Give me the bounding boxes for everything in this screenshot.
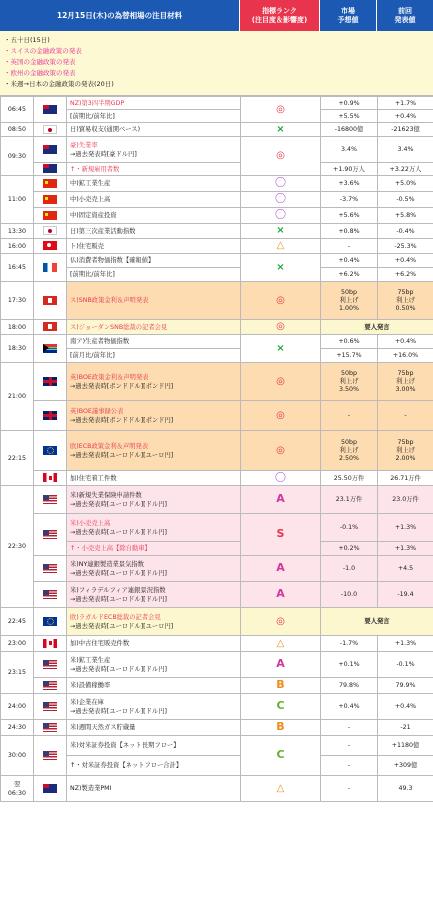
nz-flag-icon [43, 784, 57, 793]
event-cell[interactable]: 米)企業在庫 →過去発表時[ユーロドル][ドル円] [67, 694, 241, 720]
cn-flag-icon [43, 179, 57, 188]
note-item: ・米週→日本の金融政策の発表(20日) [4, 80, 114, 88]
table-row [1, 97, 433, 110]
forecast-cell: +0.4% [321, 694, 378, 720]
event-cell: ↑・小売売上高【除自動車】 [67, 542, 241, 556]
forecast-cell: -1.7% [321, 636, 378, 652]
us-flag-icon [43, 530, 57, 539]
time-cell: 17:30 [1, 282, 34, 320]
previous-cell: +1.3% [378, 636, 433, 652]
table-row [1, 163, 433, 176]
us-flag-icon [43, 702, 57, 711]
time-cell: 24:00 [1, 694, 34, 720]
previous-cell: 79.9% [378, 678, 433, 694]
rank-cell: 〇 [241, 208, 321, 224]
previous-cell: +1.7% [378, 97, 433, 110]
table-row [1, 514, 433, 542]
previous-cell: 3.4% [378, 137, 433, 163]
previous-cell: 75bp 利上げ 3.00% [378, 363, 433, 401]
event-cell[interactable]: 豪)失業率 →過去発表時[豪ドル円] [67, 137, 241, 163]
forecast-cell: -0.1% [321, 514, 378, 542]
ch-flag-icon [43, 296, 57, 305]
previous-cell: +5.8% [378, 208, 433, 224]
previous-cell: 75bp 利上げ 2.00% [378, 431, 433, 471]
rank-cell: C [241, 736, 321, 776]
event-cell: 米)設備稼働率 [67, 678, 241, 694]
table-row [1, 486, 433, 514]
rank-cell: B [241, 678, 321, 694]
table-row [1, 224, 433, 239]
speech-cell: 要人発言 [321, 320, 433, 335]
previous-cell: -0.4% [378, 224, 433, 239]
time-cell: 21:00 [1, 363, 34, 431]
event-cell: ↑・新規雇用者数 [67, 163, 241, 176]
us-flag-icon [43, 751, 57, 760]
event-cell[interactable]: NZ)第3四半期GDP [67, 97, 241, 110]
rank-cell: A [241, 652, 321, 678]
previous-cell: 49.3 [378, 776, 433, 802]
event-cell: NZ)製造業PMI [67, 776, 241, 802]
event-cell: 米)対米証券投資【ネット長期フロー】 [67, 736, 241, 756]
event-cell[interactable]: 米)鉱工業生産 →過去発表時[ユーロドル][ドル円] [67, 652, 241, 678]
event-cell: [前月比/前年比] [67, 349, 241, 363]
rank-cell: A [241, 582, 321, 608]
time-cell: 08:50 [1, 123, 34, 137]
table-row [1, 582, 433, 608]
time-cell: 06:45 [1, 97, 34, 123]
previous-cell: +1.3% [378, 542, 433, 556]
previous-cell: +0.4% [378, 335, 433, 349]
header-bar [0, 0, 433, 31]
table-row [1, 239, 433, 254]
rank-cell: ◎ [241, 320, 321, 335]
time-cell: 23:00 [1, 636, 34, 652]
event-cell[interactable]: 英)BOE議事録公表 →過去発表時[ポンドドル][ポンド円] [67, 401, 241, 431]
speech-cell: 要人発言 [321, 608, 433, 636]
time-cell: 18:00 [1, 320, 34, 335]
nz-flag-icon [43, 105, 57, 114]
event-cell[interactable]: 米)小売売上高 →過去発表時[ユーロドル][ドル円] [67, 514, 241, 542]
forecast-cell: 25.50万件 [321, 471, 378, 486]
table-row [1, 137, 433, 163]
rank-cell: × [241, 335, 321, 363]
rank-cell: B [241, 720, 321, 736]
us-flag-icon [43, 590, 57, 599]
event-cell: [前期比/前年比] [67, 110, 241, 123]
previous-cell: +1.3% [378, 514, 433, 542]
forecast-cell: -16800億 [321, 123, 378, 137]
forecast-cell: +0.6% [321, 335, 378, 349]
forecast-cell: +0.4% [321, 254, 378, 268]
table-row [1, 192, 433, 208]
time-cell: 16:45 [1, 254, 34, 282]
rank-cell: A [241, 556, 321, 582]
event-cell[interactable]: 米)新規失業保険申請件数 →過去発表時[ユーロドル][ドル円] [67, 486, 241, 514]
rank-cell: 〇 [241, 176, 321, 192]
ca-flag-icon [43, 473, 57, 482]
page-title: 12月15日(木)の為替相場の注目材料 [0, 0, 240, 31]
event-cell: 日)第三次産業活動指数 [67, 224, 241, 239]
forecast-cell: 50bp 利上げ 2.50% [321, 431, 378, 471]
eu-flag-icon [43, 617, 57, 626]
previous-cell: -21623億 [378, 123, 433, 137]
jp-flag-icon [43, 125, 57, 134]
tr-flag-icon [43, 241, 57, 250]
table-row [1, 720, 433, 736]
time-cell: 16:00 [1, 239, 34, 254]
previous-cell: +0.4% [378, 694, 433, 720]
time-cell: 09:30 [1, 137, 34, 176]
previous-cell: 26.71万件 [378, 471, 433, 486]
event-cell: ↑・対米証券投資【ネットフロー合計】 [67, 756, 241, 776]
rank-cell: × [241, 254, 321, 282]
forecast-cell: 23.1万件 [321, 486, 378, 514]
table-row [1, 608, 433, 636]
rank-cell: ◎ [241, 608, 321, 636]
table-row [1, 678, 433, 694]
event-cell[interactable]: ス)SNB政策金利＆声明発表 [67, 282, 241, 320]
fr-flag-icon [43, 263, 57, 272]
event-cell: 日)貿易収支(通関ベース) [67, 123, 241, 137]
forecast-cell: 79.8% [321, 678, 378, 694]
time-cell: 翌 06:30 [1, 776, 34, 802]
event-cell: ト)住宅販売 [67, 239, 241, 254]
rank-header: 指標ランク (注目度＆影響度) [240, 0, 320, 31]
forecast-cell: 50bp 利上げ 3.50% [321, 363, 378, 401]
cn-flag-icon [43, 211, 57, 220]
time-cell: 24:30 [1, 720, 34, 736]
note-item: ・スイスの金融政策の発表 [4, 47, 82, 55]
rank-cell: ◎ [241, 282, 321, 320]
forecast-cell: +0.8% [321, 224, 378, 239]
forecast-cell: - [321, 776, 378, 802]
previous-cell: -21 [378, 720, 433, 736]
forecast-cell: -10.0 [321, 582, 378, 608]
forecast-cell: +1.90万人 [321, 163, 378, 176]
us-flag-icon [43, 660, 57, 669]
forecast-header: 市場 予想値 [320, 0, 377, 31]
previous-cell: -19.4 [378, 582, 433, 608]
note-item: ・英国の金融政策の発表 [4, 58, 76, 66]
note-item: ・欧州の金融政策の発表 [4, 69, 76, 77]
forecast-cell: - [321, 756, 378, 776]
notes-box [0, 31, 433, 96]
table-row [1, 652, 433, 678]
us-flag-icon [43, 495, 57, 504]
time-cell: 13:30 [1, 224, 34, 239]
table-row [1, 282, 433, 320]
us-flag-icon [43, 681, 57, 690]
rank-cell: △ [241, 636, 321, 652]
event-cell: 仏)消費者物価指数【確報値】 [67, 254, 241, 268]
event-cell[interactable]: 米)NY連銀製造業景気指数 →過去発表時[ユーロドル][ドル円] [67, 556, 241, 582]
event-cell[interactable]: 米)フィラデルフィア連銀景況指数 →過去発表時[ユーロドル][ドル円] [67, 582, 241, 608]
event-cell: 米)週間天然ガス貯蔵量 [67, 720, 241, 736]
event-cell[interactable]: 欧)ラガルドECB総裁の記者会見 →過去発表時[ユーロドル][ユーロ円] [67, 608, 241, 636]
event-cell: 南ア)生産者物価指数 [67, 335, 241, 349]
table-row [1, 254, 433, 268]
event-cell[interactable]: 英)BOE政策金利＆声明発表 →過去発表時[ポンドドル][ポンド円] [67, 363, 241, 401]
forecast-cell: +0.2% [321, 542, 378, 556]
gb-flag-icon [43, 377, 57, 386]
au-flag-icon [43, 164, 57, 173]
forecast-cell: +3.6% [321, 176, 378, 192]
previous-cell: +4.5 [378, 556, 433, 582]
event-cell[interactable]: 欧)ECB政策金利＆声明発表 →過去発表時[ユーロドル][ユーロ円] [67, 431, 241, 471]
rank-cell: ◎ [241, 137, 321, 176]
event-cell: 中)小売売上高 [67, 192, 241, 208]
previous-cell: -25.3% [378, 239, 433, 254]
time-cell: 23:15 [1, 652, 34, 694]
ch-flag-icon [43, 322, 57, 331]
rank-cell: ◎ [241, 363, 321, 401]
rank-cell: ◎ [241, 401, 321, 431]
forecast-cell: - [321, 401, 378, 431]
note-item: ・五十日(15日) [4, 36, 50, 44]
rank-cell: × [241, 123, 321, 137]
rank-cell: △ [241, 776, 321, 802]
table-row [1, 176, 433, 192]
schedule-table [0, 96, 433, 802]
cn-flag-icon [43, 195, 57, 204]
forecast-cell: -3.7% [321, 192, 378, 208]
forecast-cell: +0.1% [321, 652, 378, 678]
time-cell: 22:15 [1, 431, 34, 486]
rank-cell: C [241, 694, 321, 720]
previous-cell: -0.1% [378, 652, 433, 678]
eu-flag-icon [43, 446, 57, 455]
table-row [1, 320, 433, 335]
rank-cell: ◎ [241, 97, 321, 123]
time-cell: 18:30 [1, 335, 34, 363]
event-cell: 加)住宅着工件数 [67, 471, 241, 486]
previous-cell: +1180億 [378, 736, 433, 756]
previous-cell: +0.4% [378, 110, 433, 123]
table-row [1, 363, 433, 401]
time-cell: 22:45 [1, 608, 34, 636]
previous-cell: +16.0% [378, 349, 433, 363]
flag-nz [34, 97, 67, 123]
time-cell: 22:30 [1, 486, 34, 608]
table-row [1, 335, 433, 349]
event-cell: 加)中古住宅販売件数 [67, 636, 241, 652]
previous-cell: +5.0% [378, 176, 433, 192]
forecast-cell: 50bp 利上げ 1.00% [321, 282, 378, 320]
forecast-cell: - [321, 736, 378, 756]
forecast-cell: +15.7% [321, 349, 378, 363]
za-flag-icon [43, 344, 57, 353]
time-cell: 30:00 [1, 736, 34, 776]
rank-cell: △ [241, 239, 321, 254]
forecast-cell: +6.2% [321, 268, 378, 282]
event-cell: 中)鉱工業生産 [67, 176, 241, 192]
table-row [1, 208, 433, 224]
table-row [1, 776, 433, 802]
time-cell: 11:00 [1, 176, 34, 224]
jp-flag-icon [43, 226, 57, 235]
forecast-cell: 3.4% [321, 137, 378, 163]
rank-cell: × [241, 224, 321, 239]
forecast-cell: - [321, 239, 378, 254]
previous-header: 前回 発表値 [377, 0, 433, 31]
table-row [1, 401, 433, 431]
table-row [1, 736, 433, 756]
table-row [1, 123, 433, 137]
forecast-cell: -1.0 [321, 556, 378, 582]
forecast-cell: +0.9% [321, 97, 378, 110]
previous-cell: -0.5% [378, 192, 433, 208]
previous-cell: - [378, 401, 433, 431]
table-row [1, 556, 433, 582]
forecast-cell: +5.5% [321, 110, 378, 123]
ca-flag-icon [43, 639, 57, 648]
table-row [1, 636, 433, 652]
forecast-cell: - [321, 720, 378, 736]
previous-cell: 75bp 利上げ 0.50% [378, 282, 433, 320]
rank-cell: S [241, 514, 321, 556]
rank-cell: A [241, 486, 321, 514]
event-cell[interactable]: ス)ジョーダンSNB総裁の記者会見 [67, 320, 241, 335]
gb-flag-icon [43, 411, 57, 420]
rank-cell: 〇 [241, 192, 321, 208]
table-row [1, 471, 433, 486]
previous-cell: +3.22万人 [378, 163, 433, 176]
us-flag-icon [43, 723, 57, 732]
table-row [1, 431, 433, 471]
event-cell: [前期比/前年比] [67, 268, 241, 282]
previous-cell: +6.2% [378, 268, 433, 282]
table-row [1, 694, 433, 720]
previous-cell: +0.4% [378, 254, 433, 268]
previous-cell: 23.0万件 [378, 486, 433, 514]
au-flag-icon [43, 145, 57, 154]
forecast-cell: +5.6% [321, 208, 378, 224]
event-cell: 中)固定資産投資 [67, 208, 241, 224]
rank-cell: ◎ [241, 431, 321, 471]
previous-cell: +309億 [378, 756, 433, 776]
us-flag-icon [43, 564, 57, 573]
rank-cell: 〇 [241, 471, 321, 486]
